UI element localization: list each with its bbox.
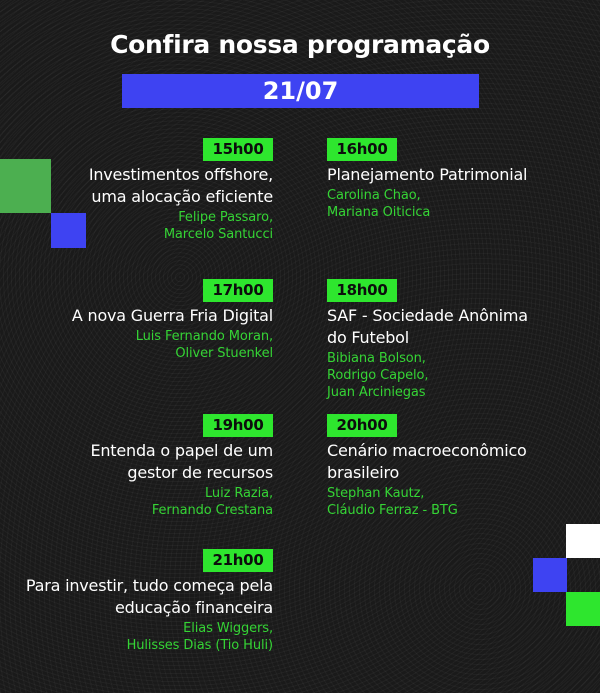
time-badge: 17h00 [203, 279, 273, 302]
talk-title: A nova Guerra Fria Digital [71, 306, 273, 325]
date-banner: 21/07 [122, 74, 479, 108]
time-badge: 16h00 [327, 138, 397, 161]
page-title: Confira nossa programação [110, 30, 490, 59]
talk-title: Planejamento Patrimonial [327, 165, 528, 184]
talk-title: Investimentos offshore, uma alocação eficiente [88, 165, 273, 206]
decorative-square-blue [533, 558, 567, 592]
time-badge: 21h00 [203, 549, 273, 572]
schedule-item [72, 279, 273, 362]
time-badge: 20h00 [327, 414, 397, 437]
speakers: Bibiana Bolson, Rodrigo Capelo, Juan Arciniegas [327, 351, 429, 400]
speakers: Stephan Kautz, Cláudio Ferraz - BTG [327, 486, 458, 518]
decorative-square-green [566, 592, 600, 626]
schedule-item [89, 138, 273, 243]
decorative-square-green [0, 159, 51, 213]
decorative-square-blue [51, 213, 86, 248]
talk-title: Para investir, tudo começa pela educação financeira [25, 576, 273, 617]
talk-title: Cenário macroeconômico brasileiro [327, 441, 527, 482]
talk-title: SAF - Sociedade Anônima do Futebol [327, 306, 528, 347]
speakers: Elias Wiggers, Hulisses Dias (Tio Huli) [126, 621, 273, 653]
time-badge: 18h00 [327, 279, 397, 302]
schedule-item [327, 138, 527, 221]
talk-title: Entenda o papel de um gestor de recursos [90, 441, 273, 482]
decorative-square-white [566, 524, 600, 558]
speakers: Luiz Razia, Fernando Crestana [151, 486, 273, 518]
schedule-item [327, 279, 528, 401]
speakers: Carolina Chao, Mariana Oiticica [327, 188, 431, 220]
speakers: Felipe Passaro, Marcelo Santucci [163, 210, 273, 242]
speakers: Luis Fernando Moran, Oliver Stuenkel [135, 329, 273, 361]
time-badge: 15h00 [203, 138, 273, 161]
time-badge: 19h00 [203, 414, 273, 437]
schedule-item [327, 414, 527, 519]
schedule-item [90, 414, 273, 519]
schedule-item [26, 549, 273, 654]
